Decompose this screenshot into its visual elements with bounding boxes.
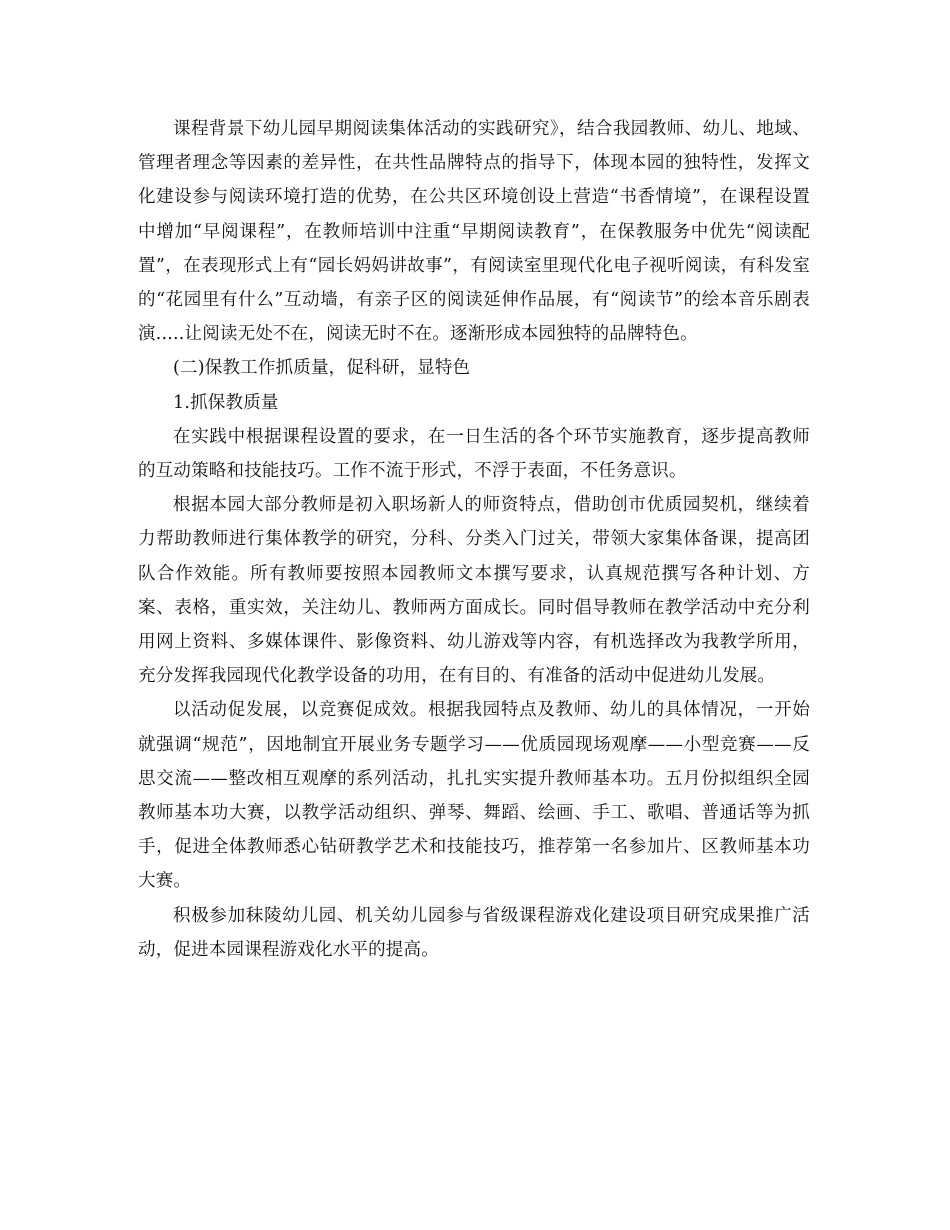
- paragraph-competition: 以活动促发展，以竞赛促成效。根据我园特点及教师、幼儿的具体情况，一开始就强调“规范”，因地制宜开展业务专题学习——优质园现场观摩——小型竞赛——反思交流——整改相互观摩的系列活动，扎扎实实提升教师基本功。五月份拟组织全园教师基本功大赛，以教学活动组织、弹琴、舞蹈、绘画、手工、歌唱、普通话等为抓手，促进全体教师悉心钻研教学艺术和技能技巧，推荐第一名参加片、区教师基本功大赛。: [138, 700, 810, 892]
- paragraph-practice: 在实践中根据课程设置的要求，在一日生活的各个环节实施教育，逐步提高教师的互动策略和技能技巧。工作不流于形式，不浮于表面，不任务意识。: [138, 426, 810, 482]
- document-body: [138, 112, 810, 967]
- paragraph-teacher-training: 根据本园大部分教师是初入职场新人的师资特点，借助创市优质园契机，继续着力帮助教师进行集体教学的研究，分科、分类入门过关，带领大家集体备课，提高团队合作效能。所有教师要按照本园教师文本撰写要求，认真规范撰写各种计划、方案、表格，重实效，关注幼儿、教师两方面成长。同时倡导教师在教学活动中充分利用网上资料、多媒体课件、影像资料、幼儿游戏等内容，有机选择改为我教学所用，充分发挥我园现代化教学设备的功用，在有目的、有准备的活动中促进幼儿发展。: [138, 495, 810, 687]
- section-heading-quality: (二)保教工作抓质量，促科研，显特色: [173, 358, 471, 379]
- paragraph-reading-brand: 课程背景下幼儿园早期阅读集体活动的实践研究》，结合我园教师、幼儿、地域、管理者理念等因素的差异性，在共性品牌特点的指导下，体现本园的独特性，发挥文化建设参与阅读环境打造的优势，在公共区环境创设上营造“书香情境”，在课程设置中增加“早阅课程”，在教师培训中注重“早期阅读教育”，在保教服务中优先“阅读配置”，在表现形式上有“园长妈妈讲故事”，有阅读室里现代化电子视听阅读，有科发室的“花园里有什么”互动墙，有亲子区的阅读延伸作品展，有“阅读节”的绘本音乐剧表演.....让阅读无处不在，阅读无时不在。逐渐形成本园独特的品牌特色。: [138, 119, 810, 345]
- paragraph-participation: 积极参加秣陵幼儿园、机关幼儿园参与省级课程游戏化建设项目研究成果推广活动，促进本园课程游戏化水平的提高。: [138, 905, 810, 960]
- subsection-heading-quality: 1.抓保教质量: [173, 392, 279, 413]
